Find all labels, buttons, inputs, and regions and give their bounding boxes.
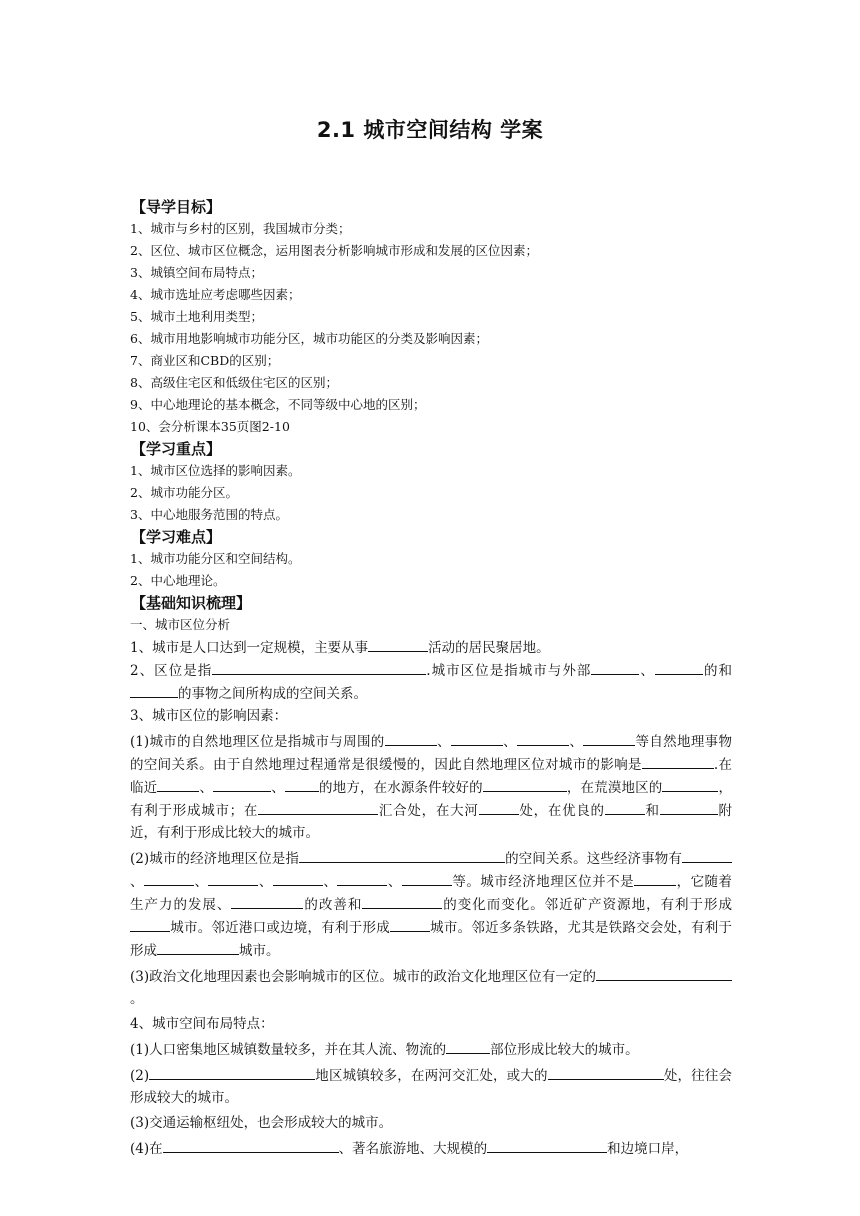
fill-blank[interactable]: [212, 659, 426, 675]
key-point-item: 1、城市区位选择的影响因素。: [130, 463, 301, 478]
section-heading-difficulties: 【学习难点】: [131, 528, 222, 546]
fill-blank[interactable]: [487, 1137, 607, 1153]
document-body: [130, 196, 732, 1160]
fill-blank[interactable]: [157, 939, 239, 955]
fill-blank[interactable]: [213, 776, 271, 792]
fill-blank[interactable]: [548, 1064, 664, 1080]
fill-blank[interactable]: [642, 753, 714, 769]
fill-paragraph-3: 3、城市区位的影响因素：: [130, 708, 288, 724]
fill-blank[interactable]: [208, 870, 258, 886]
goal-item: 6、城市用地影响城市功能分区，城市功能区的分类及影响因素；: [130, 331, 488, 346]
fill-blank[interactable]: [583, 730, 635, 746]
fill-blank[interactable]: [402, 870, 452, 886]
fill-blank[interactable]: [446, 1038, 490, 1054]
fill-blank[interactable]: [655, 659, 703, 675]
fill-paragraph-11: (4)在 、著名旅游地、大规模的 和边境口岸，: [130, 1137, 732, 1160]
fill-blank[interactable]: [451, 730, 503, 746]
fill-blank[interactable]: [157, 776, 199, 792]
fill-blank[interactable]: [258, 799, 378, 815]
goal-item: 3、城镇空间布局特点；: [130, 265, 263, 280]
fill-paragraph-6: (3)政治文化地理因素也会影响城市的区位。城市的政治文化地理区位有一定的。: [130, 965, 732, 1010]
page-title: 2.1 城市空间结构 学案: [316, 118, 544, 142]
fill-blank[interactable]: [591, 659, 639, 675]
fill-paragraph-7: 4、城市空间布局特点：: [130, 1016, 274, 1032]
fill-blank[interactable]: [368, 636, 428, 652]
fill-blank[interactable]: [362, 893, 442, 909]
goal-item: 9、中心地理论的基本概念，不同等级中心地的区别；: [130, 397, 426, 412]
key-point-item: 2、城市功能分区。: [130, 485, 238, 500]
fill-blank[interactable]: [479, 799, 519, 815]
fill-blank[interactable]: [517, 730, 569, 746]
fill-blank[interactable]: [144, 870, 194, 886]
subsection-title: 一、城市区位分析: [130, 617, 231, 632]
fill-paragraph-8: (1)人口密集地区城镇数量较多，并在其人流、物流的 部位形成比较大的城市。: [130, 1038, 732, 1061]
fill-blank[interactable]: [273, 870, 323, 886]
fill-paragraph-5: (2)城市的经济地理区位是指 的空间关系。这些经济事物有、 、 、 、 、 等。城市经济地理区位并不是 ，它随着生产力的发展、 的改善和 的变化而变化。邻近矿产资源地，有利于形成城市。邻近港口或边境，有利于形成 城市。邻近多条铁路，尤其是铁路交会处，有利于形成 城市。: [130, 847, 732, 962]
fill-paragraph-4: (1)城市的自然地理区位是指城市与周围的 、 、 、 等自然地理事物的空间关系。由于自然地理过程通常是很缓慢的，因此自然地理区位对城市的影响是 .在临近 、 、 的地方，在水源条件较好的 ，在荒漠地区的 ，有利于形成城市；在 汇合处，在大河 处，在优良的 和 附近，有利于形成比较大的城市。: [130, 730, 732, 844]
fill-blank[interactable]: [634, 870, 676, 886]
fill-blank[interactable]: [231, 893, 303, 909]
fill-blank[interactable]: [660, 799, 718, 815]
section-heading-key-points: 【学习重点】: [131, 440, 222, 458]
fill-paragraph-10: (3)交通运输枢纽处，也会形成较大的城市。: [130, 1115, 393, 1131]
fill-blank[interactable]: [390, 916, 430, 932]
fill-blank[interactable]: [337, 870, 387, 886]
fill-blank[interactable]: [299, 847, 505, 863]
fill-blank[interactable]: [163, 1137, 339, 1153]
fill-blank[interactable]: [682, 847, 732, 863]
fill-blank[interactable]: [385, 730, 437, 746]
fill-blank[interactable]: [596, 965, 732, 981]
goal-item: 10、会分析课本35页图2-10: [130, 419, 290, 434]
goal-item: 7、商业区和CBD的区别；: [130, 353, 280, 368]
fill-blank[interactable]: [285, 776, 319, 792]
section-heading-basics: 【基础知识梳理】: [131, 594, 252, 612]
goal-item: 2、区位、城市区位概念，运用图表分析影响城市形成和发展的区位因素；: [130, 243, 538, 258]
fill-blank[interactable]: [662, 776, 718, 792]
fill-blank[interactable]: [130, 916, 170, 932]
section-heading-goals: 【导学目标】: [131, 198, 222, 216]
fill-blank[interactable]: [605, 799, 645, 815]
fill-paragraph-9: (2) 地区城镇较多，在两河交汇处，或大的 处，往往会形成较大的城市。: [130, 1064, 732, 1109]
goal-item: 1、城市与乡村的区别，我国城市分类；: [130, 221, 351, 236]
difficulty-item: 1、城市功能分区和空间结构。: [130, 551, 301, 566]
difficulty-item: 2、中心地理论。: [130, 573, 226, 588]
fill-blank[interactable]: [149, 1064, 315, 1080]
goal-item: 8、高级住宅区和低级住宅区的区别；: [130, 375, 338, 390]
fill-blank[interactable]: [483, 776, 567, 792]
goal-item: 5、城市土地利用类型；: [130, 309, 263, 324]
fill-paragraph-2: 2、区位是指 .城市区位是指城市与外部 、 的和的事物之间所构成的空间关系。: [130, 659, 732, 705]
fill-paragraph-1: 1、城市是人口达到一定规模，主要从事 活动的居民聚居地。: [130, 636, 732, 659]
goal-item: 4、城市选址应考虑哪些因素；: [130, 287, 301, 302]
fill-blank[interactable]: [130, 682, 178, 698]
key-point-item: 3、中心地服务范围的特点。: [130, 507, 288, 522]
